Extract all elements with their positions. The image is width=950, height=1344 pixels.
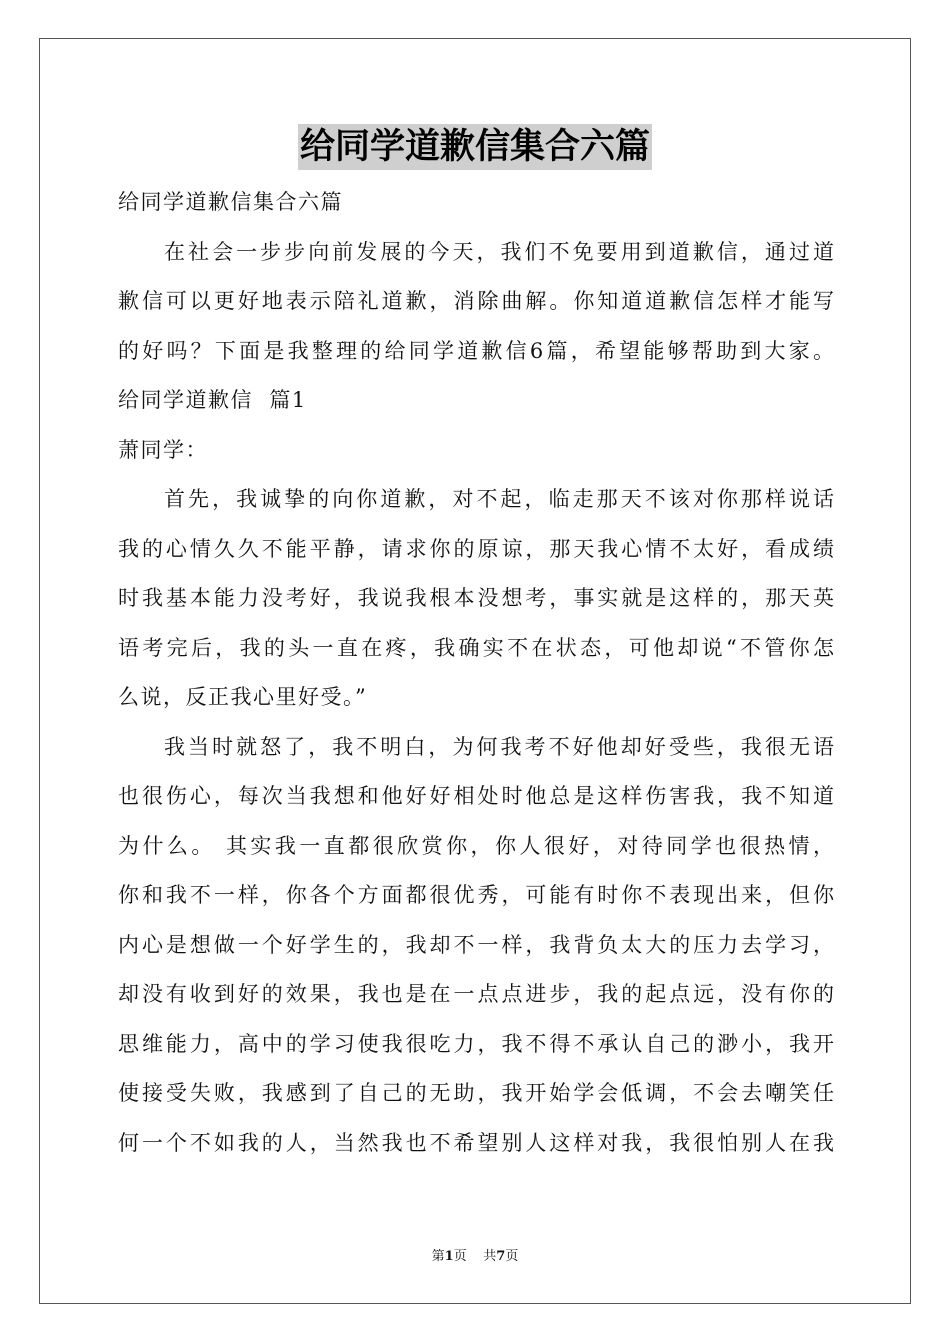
paragraph2-line: 使接受失败，我感到了自己的无助，我开始学会低调，不会去嘲笑任 — [118, 1081, 834, 1105]
intro-line: 的好吗？下面是我整理的给同学道歉信6篇，希望能够帮助到大家。 — [118, 338, 834, 363]
salutation: 萧同学： — [118, 437, 208, 462]
footer-page-current: 1 — [444, 1249, 454, 1264]
document-subtitle: 给同学道歉信集合六篇 — [118, 190, 343, 214]
paragraph1-line: 我的心情久久不能平静，请求你的原谅，那天我心情不太好，看成绩 — [118, 536, 834, 561]
document-body — [118, 178, 834, 1168]
paragraph1-line: 语考完后，我的头一直在疼，我确实不在状态，可他却说“不管你怎 — [118, 635, 834, 660]
footer-page-prefix: 第 — [431, 1249, 445, 1264]
document-title — [0, 124, 950, 170]
footer-page-total: 7 — [496, 1249, 506, 1264]
paragraph2-line: 却没有收到好的效果，我也是在一点点进步，我的起点远，没有你的 — [118, 982, 834, 1006]
paragraph1-line: 么说，反正我心里好受。” — [118, 685, 368, 709]
paragraph2-line: 为什么。 其实我一直都很欣赏你，你人很好，对待同学也很热情， — [118, 833, 834, 858]
footer-total-suffix: 页 — [505, 1249, 519, 1264]
paragraph2-line: 你和我不一样，你各个方面都很优秀，可能有时你不表现出来，但你 — [118, 883, 834, 907]
intro-line: 歉信可以更好地表示陪礼道歉，消除曲解。你知道道歉信怎样才能写 — [118, 289, 834, 313]
section-heading: 给同学道歉信 篇1 — [118, 388, 307, 412]
footer-page-suffix: 页 — [453, 1249, 467, 1264]
footer-total-prefix: 共 — [483, 1249, 497, 1264]
intro-line: 在社会一步步向前发展的今天，我们不免要用到道歉信，通过道 — [164, 239, 834, 264]
paragraph2-line: 我当时就怒了，我不明白，为何我考不好他却好受些，我很无语 — [164, 734, 834, 759]
paragraph2-line: 也很伤心，每次当我想和他好好相处时他总是这样伤害我，我不知道 — [118, 784, 834, 808]
document-title-text: 给同学道歉信集合六篇 — [298, 124, 652, 170]
paragraph1-line: 时我基本能力没考好，我说我根本没想考，事实就是这样的，那天英 — [118, 586, 834, 610]
paragraph2-line: 内心是想做一个好学生的，我却不一样，我背负太大的压力去学习， — [118, 932, 834, 957]
page-footer — [0, 1245, 950, 1264]
paragraph2-line: 何一个不如我的人，当然我也不希望别人这样对我，我很怕别人在我 — [118, 1130, 834, 1155]
paragraph1-line: 首先，我诚挚的向你道歉，对不起，临走那天不该对你那样说话 — [164, 487, 834, 511]
paragraph2-line: 思维能力，高中的学习使我很吃力，我不得不承认自己的渺小，我开 — [118, 1031, 834, 1056]
